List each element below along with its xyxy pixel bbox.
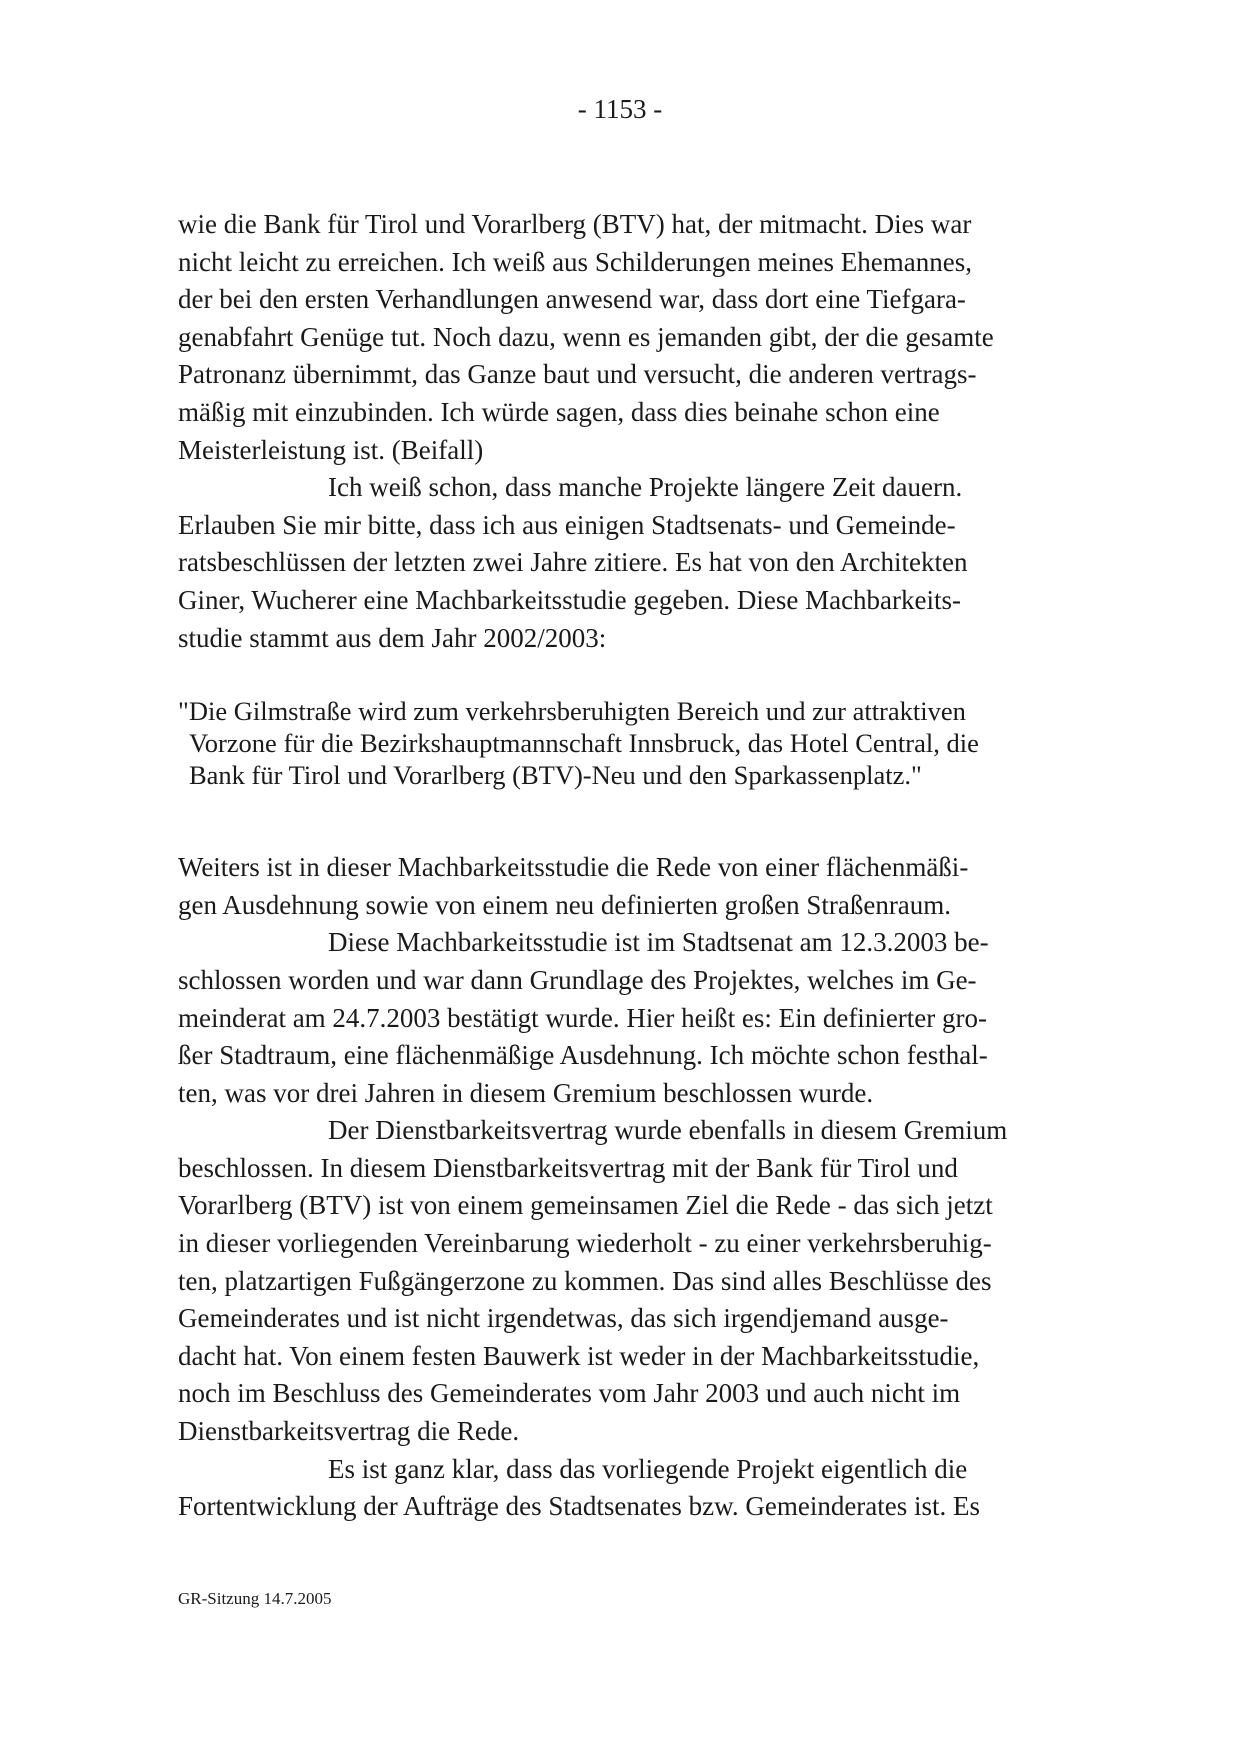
text-line: Diese Machbarkeitsstudie ist im Stadtsenat am 12.3.2003 be- (328, 927, 989, 958)
text-line: Erlauben Sie mir bitte, dass ich aus einigen Stadtsenats- und Gemeinde- (178, 509, 956, 540)
text-line: Ich weiß schon, dass manche Projekte längere Zeit dauern. (328, 472, 963, 503)
quote-line: Vorzone für die Bezirkshauptmannschaft Innsbruck, das Hotel Central, die (189, 728, 979, 759)
page-footer: GR-Sitzung 14.7.2005 (178, 1589, 332, 1608)
text-line: nicht leicht zu erreichen. Ich weiß aus Schilderungen meines Ehemannes, (178, 246, 972, 277)
paragraph-1 (178, 206, 1070, 469)
text-line: Fortentwicklung der Aufträge des Stadtsenates bzw. Gemeinderates ist. Es (178, 1491, 981, 1522)
paragraph-5 (178, 1112, 1070, 1450)
block-quote (178, 695, 1070, 791)
page-number: - 1153 - (577, 94, 663, 124)
text-line: Weiters ist in dieser Machbarkeitsstudie die Rede von einer flächenmäßi- (178, 852, 969, 883)
text-line: genabfahrt Genüge tut. Noch dazu, wenn es jemanden gibt, der die gesamte (178, 321, 994, 352)
text-line: meinderat am 24.7.2003 bestätigt wurde. Hier heißt es: Ein definierter gro- (178, 1002, 987, 1033)
text-line: dacht hat. Von einem festen Bauwerk ist weder in der Machbarkeitsstudie, (178, 1340, 980, 1371)
text-line: Dienstbarkeitsvertrag die Rede. (178, 1416, 520, 1447)
text-line: ßer Stadtraum, eine flächenmäßige Ausdehnung. Ich möchte schon festhal- (178, 1040, 988, 1071)
text-line: studie stammt aus dem Jahr 2002/2003: (178, 622, 607, 653)
text-line: Meisterleistung ist. (Beifall) (178, 434, 484, 465)
paragraph-4 (178, 924, 1070, 1112)
text-line: gen Ausdehnung sowie von einem neu definierten großen Straßenraum. (178, 889, 952, 920)
text-line: Patronanz übernimmt, das Ganze baut und versucht, die anderen vertrags- (178, 359, 977, 390)
text-line: wie die Bank für Tirol und Vorarlberg (BTV) hat, der mitmacht. Dies war (178, 209, 972, 239)
text-line: der bei den ersten Verhandlungen anwesend war, dass dort eine Tiefgara- (178, 284, 966, 315)
text-line: Es ist ganz klar, dass das vorliegende Projekt eigentlich die (328, 1453, 968, 1484)
text-line: schlossen worden und war dann Grundlage des Projektes, welches im Ge- (178, 964, 977, 995)
quote-line: "Die Gilmstraße wird zum verkehrsberuhigten Bereich und zur attraktiven (178, 696, 966, 727)
text-line: Der Dienstbarkeitsvertrag wurde ebenfalls in diesem Gremium (328, 1115, 1008, 1146)
paragraph-2 (178, 469, 1070, 657)
text-line: noch im Beschluss des Gemeinderates vom Jahr 2003 und auch nicht im (178, 1378, 961, 1409)
text-line: ratsbeschlüssen der letzten zwei Jahre zitiere. Es hat von den Architekten (178, 547, 968, 578)
text-line: Giner, Wucherer eine Machbarkeitsstudie gegeben. Diese Machbarkeits- (178, 584, 962, 615)
paragraph-6 (178, 1451, 1070, 1526)
text-line: mäßig mit einzubinden. Ich würde sagen, dass dies beinahe schon eine (178, 396, 940, 427)
text-line: beschlossen. In diesem Dienstbarkeitsvertrag mit der Bank für Tirol und (178, 1152, 958, 1183)
text-line: Gemeinderates und ist nicht irgendetwas, das sich irgendjemand ausge- (178, 1303, 949, 1334)
quote-line: Bank für Tirol und Vorarlberg (BTV)-Neu und den Sparkassenplatz." (189, 760, 922, 791)
text-line: Vorarlberg (BTV) ist von einem gemeinsamen Ziel die Rede - das sich jetzt (178, 1190, 993, 1221)
document-body (178, 206, 1070, 1526)
text-line: ten, was vor drei Jahren in diesem Gremium beschlossen wurde. (178, 1077, 874, 1108)
text-line: ten, platzartigen Fußgängerzone zu kommen. Das sind alles Beschlüsse des (178, 1265, 992, 1296)
text-line: in dieser vorliegenden Vereinbarung wiederholt - zu einer verkehrsberuhig- (178, 1228, 992, 1259)
paragraph-3 (178, 849, 1070, 924)
